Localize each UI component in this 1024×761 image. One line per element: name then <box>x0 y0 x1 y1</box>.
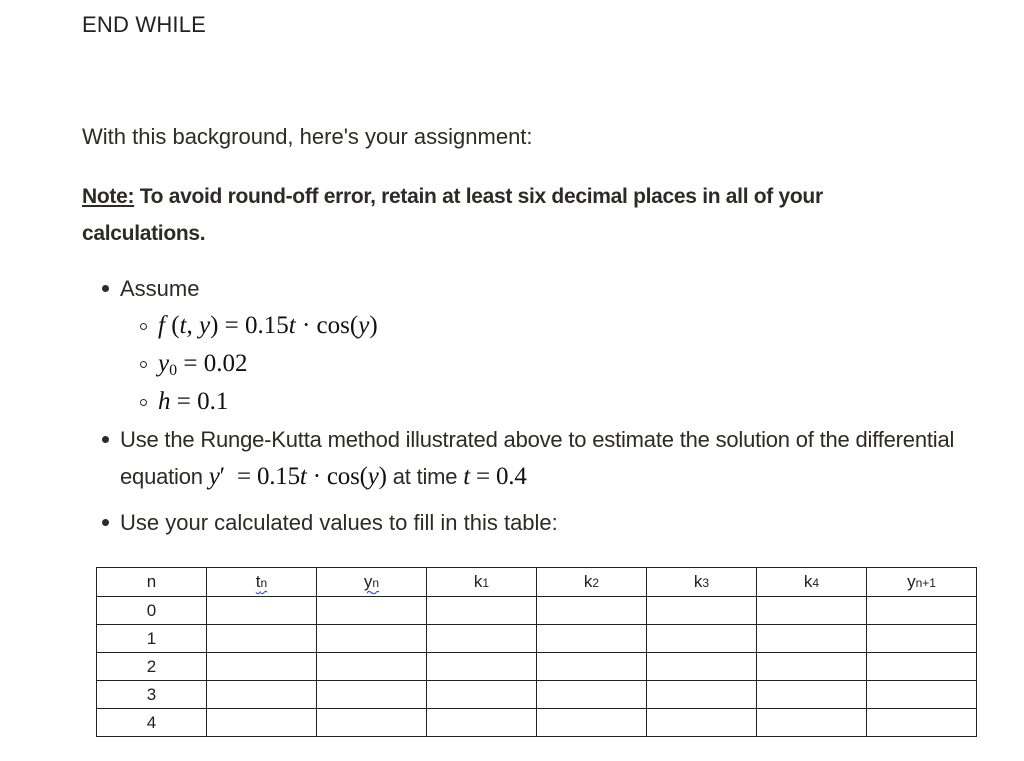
cell-tn[interactable] <box>207 597 317 625</box>
cell-k3[interactable] <box>647 653 757 681</box>
cell-yn-plus-1[interactable] <box>867 709 977 737</box>
header-k1: k1 <box>427 568 537 597</box>
header-tn: tn <box>207 568 317 597</box>
cell-k1[interactable] <box>427 625 537 653</box>
assumptions-list <box>120 307 1000 421</box>
assumption-initial-value <box>158 345 1000 383</box>
cell-k4[interactable] <box>757 597 867 625</box>
runge-kutta-instruction: Use the Runge-Kutta method illustrated above to estimate the solution of the differential equation <box>120 427 955 489</box>
header-k3: k3 <box>647 568 757 597</box>
at-time-text: at time <box>386 464 464 489</box>
cell-tn[interactable] <box>207 625 317 653</box>
target-time: t = 0.4 <box>463 463 527 490</box>
cell-k4[interactable] <box>757 681 867 709</box>
cell-k3[interactable] <box>647 681 757 709</box>
cell-yn[interactable] <box>317 653 427 681</box>
intro-text: With this background, here's your assignment: <box>82 124 533 149</box>
table-row <box>97 653 977 681</box>
list-item-assume <box>120 270 1000 421</box>
cell-yn[interactable] <box>317 681 427 709</box>
assumption-step-size <box>158 383 1000 421</box>
cell-yn[interactable] <box>317 625 427 653</box>
cell-k2[interactable] <box>537 709 647 737</box>
cell-n: 0 <box>97 597 207 625</box>
runge-kutta-table <box>96 567 977 737</box>
note-paragraph <box>82 178 942 252</box>
assignment-list <box>82 270 1000 541</box>
step-size: h = 0.1 <box>158 388 229 415</box>
table-row <box>97 597 977 625</box>
cell-k2[interactable] <box>537 681 647 709</box>
cell-k1[interactable] <box>427 653 537 681</box>
fill-table-instruction: Use your calculated values to fill in this table: <box>120 510 558 535</box>
cell-yn-plus-1[interactable] <box>867 597 977 625</box>
ode-expression: y′ = 0.15t · cos(y) <box>208 463 387 490</box>
cell-n: 3 <box>97 681 207 709</box>
cell-k2[interactable] <box>537 653 647 681</box>
cell-k1[interactable] <box>427 681 537 709</box>
table-header-row <box>97 568 977 597</box>
header-k4: k4 <box>757 568 867 597</box>
cell-yn[interactable] <box>317 709 427 737</box>
cell-k2[interactable] <box>537 597 647 625</box>
cell-k1[interactable] <box>427 597 537 625</box>
note-text: To avoid round-off error, retain at least six decimal places in all of your calculations. <box>82 185 823 245</box>
cell-yn[interactable] <box>317 597 427 625</box>
assumption-function <box>158 307 1000 345</box>
pseudocode-end-while: END WHILE <box>82 12 207 37</box>
header-n: n <box>97 568 207 597</box>
header-yn-plus-1: yn+1 <box>867 568 977 597</box>
header-k2: k2 <box>537 568 647 597</box>
cell-k4[interactable] <box>757 709 867 737</box>
cell-k4[interactable] <box>757 625 867 653</box>
header-yn: yn <box>317 568 427 597</box>
cell-n: 2 <box>97 653 207 681</box>
cell-yn-plus-1[interactable] <box>867 681 977 709</box>
note-label: Note: <box>82 185 135 208</box>
list-item-runge-kutta <box>120 421 1000 495</box>
cell-k3[interactable] <box>647 597 757 625</box>
cell-yn-plus-1[interactable] <box>867 653 977 681</box>
list-item-fill-table <box>120 504 1000 541</box>
cell-n: 4 <box>97 709 207 737</box>
cell-k3[interactable] <box>647 625 757 653</box>
assume-label: Assume <box>120 276 200 301</box>
function-definition: f (t, y) = 0.15t · cos(y) <box>158 312 378 339</box>
cell-tn[interactable] <box>207 709 317 737</box>
cell-tn[interactable] <box>207 653 317 681</box>
cell-n: 1 <box>97 625 207 653</box>
cell-k3[interactable] <box>647 709 757 737</box>
table-row <box>97 625 977 653</box>
table-row <box>97 709 977 737</box>
initial-value: $y_0 = 0.02$ <box>158 350 248 379</box>
cell-k1[interactable] <box>427 709 537 737</box>
cell-yn-plus-1[interactable] <box>867 625 977 653</box>
table-row <box>97 681 977 709</box>
cell-k4[interactable] <box>757 653 867 681</box>
cell-tn[interactable] <box>207 681 317 709</box>
cell-k2[interactable] <box>537 625 647 653</box>
